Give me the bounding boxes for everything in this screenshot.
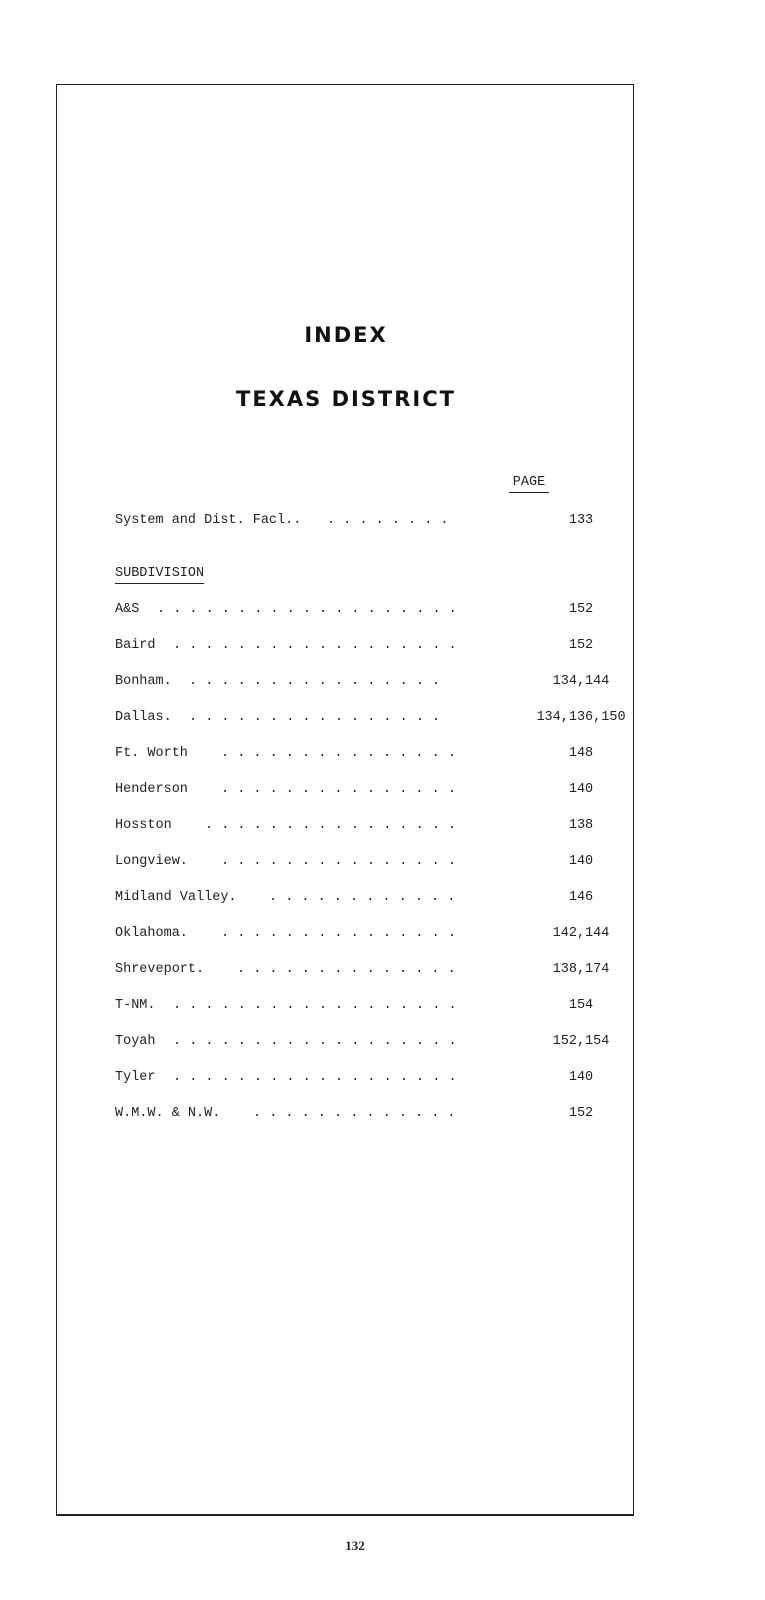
index-entry-row — [115, 746, 615, 766]
page-column-header: PAGE — [509, 475, 549, 493]
entry-label: Hosston — [115, 818, 172, 833]
leader-dots: . . . . . . . . . . . . . . . — [221, 926, 456, 941]
system-entry-row — [115, 513, 615, 533]
page-number: 132 — [345, 1538, 365, 1553]
entry-page: 152 — [568, 602, 594, 617]
leader-dots: . . . . . . . . . . . . . . . . . . . — [157, 602, 457, 617]
index-entry-row — [115, 638, 615, 658]
entry-label: W.M.W. & N.W. — [115, 1106, 221, 1121]
entry-label: Bonham. — [115, 674, 172, 689]
entry-label: Henderson — [115, 782, 188, 797]
entry-page: 138 — [568, 818, 594, 833]
subdivision-heading: SUBDIVISION — [115, 566, 204, 584]
leader-dots: . . . . . . . . . . . . — [269, 890, 456, 905]
index-entry-row — [115, 1034, 615, 1054]
leader-dots: . . . . . . . . . . . . . . . . — [189, 674, 441, 689]
entry-label: Toyah — [115, 1034, 156, 1049]
entry-label: T-NM. — [115, 998, 156, 1013]
entry-label: Oklahoma. — [115, 926, 188, 941]
entry-page: 133 — [568, 513, 594, 528]
entry-page: 154 — [568, 998, 594, 1013]
entry-page: 134,144 — [552, 674, 610, 689]
index-entry-row — [115, 1106, 615, 1126]
entry-label: Tyler — [115, 1070, 156, 1085]
index-entry-row — [115, 962, 615, 982]
leader-dots: . . . . . . . . . . . . . . . . — [189, 710, 441, 725]
leader-dots: . . . . . . . . . . . . . . . — [221, 746, 456, 761]
entry-page: 152 — [568, 638, 594, 653]
entry-page: 140 — [568, 1070, 594, 1085]
entry-page: 152 — [568, 1106, 594, 1121]
index-entry-row — [115, 998, 615, 1018]
entry-label: Dallas. — [115, 710, 172, 725]
index-title: INDEX — [304, 323, 388, 347]
index-entry-row — [115, 674, 615, 694]
entry-label: A&S — [115, 602, 140, 617]
leader-dots: . . . . . . . . . . . . . . . . — [205, 818, 457, 833]
entry-page: 140 — [568, 782, 594, 797]
leader-dots: . . . . . . . . . . . . . — [253, 1106, 456, 1121]
entry-page: 152,154 — [552, 1034, 610, 1049]
entry-label: System and Dist. Facl.. — [115, 513, 302, 528]
entry-label: Ft. Worth — [115, 746, 188, 761]
leader-dots: . . . . . . . . . . . . . . . . . . — [173, 1070, 457, 1085]
entry-page: 140 — [568, 854, 594, 869]
index-entry-row — [115, 1070, 615, 1090]
entry-page: 148 — [568, 746, 594, 761]
leader-dots: . . . . . . . . . . . . . . . . . . — [173, 638, 457, 653]
entry-label: Shreveport. — [115, 962, 205, 977]
index-entry-row — [115, 710, 626, 730]
district-subtitle: TEXAS DISTRICT — [236, 387, 456, 411]
entry-label: Longview. — [115, 854, 188, 869]
entry-page: 142,144 — [552, 926, 610, 941]
index-entry-row — [115, 926, 615, 946]
entry-label: Baird — [115, 638, 156, 653]
entry-page: 138,174 — [552, 962, 610, 977]
leader-dots: . . . . . . . . . . . . . . . . . . — [173, 1034, 457, 1049]
entry-page: 146 — [568, 890, 594, 905]
leader-dots: . . . . . . . . . . . . . . — [237, 962, 456, 977]
leader-dots: . . . . . . . . . . . . . . . — [221, 782, 456, 797]
index-frame — [56, 84, 634, 1516]
index-entry-row — [115, 818, 615, 838]
entry-label: Midland Valley. — [115, 890, 237, 905]
entry-page: 134,136,150 — [536, 710, 626, 725]
index-entry-row — [115, 602, 615, 622]
index-entry-row — [115, 890, 615, 910]
leader-dots: . . . . . . . . — [327, 513, 449, 528]
index-entry-row — [115, 854, 615, 874]
index-entry-row — [115, 782, 615, 802]
leader-dots: . . . . . . . . . . . . . . . . . . — [173, 998, 457, 1013]
leader-dots: . . . . . . . . . . . . . . . — [221, 854, 456, 869]
